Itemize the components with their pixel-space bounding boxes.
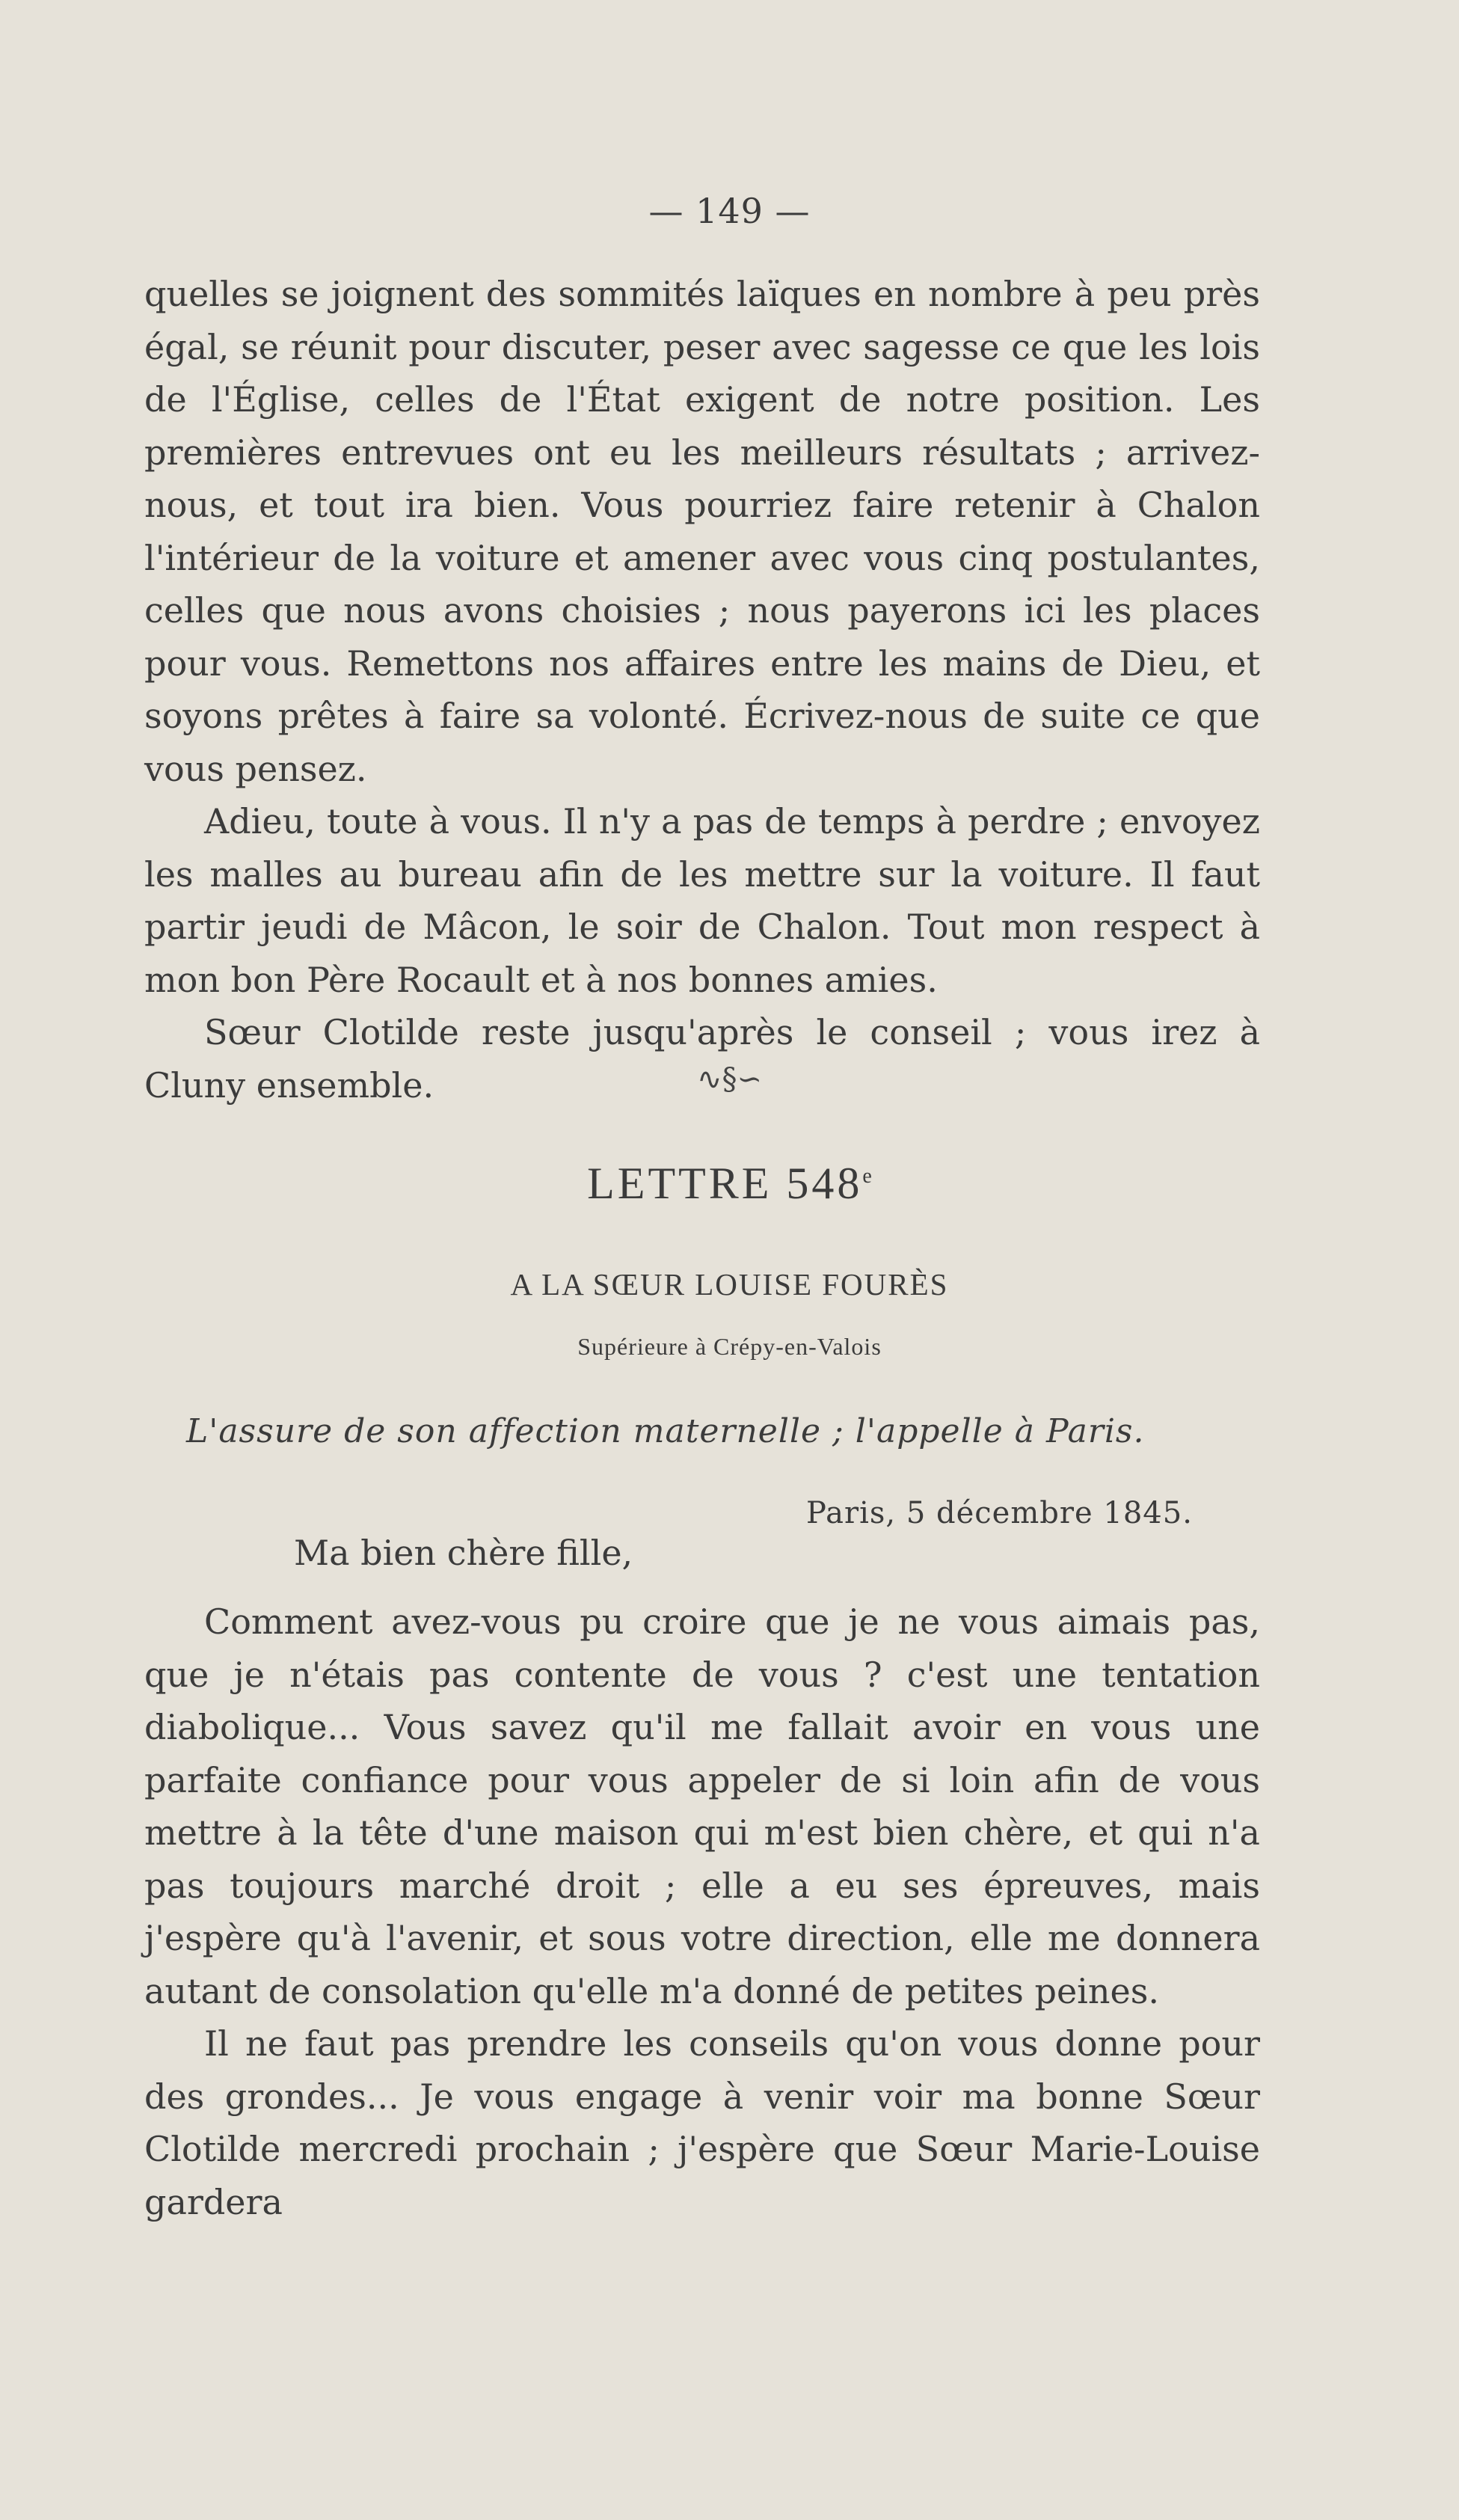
letter-salutation: Ma bien chère fille, xyxy=(294,1533,633,1573)
page-number: — 149 — xyxy=(648,191,811,231)
letter-summary: L'assure de son affection maternelle ; l'appelle à Paris. xyxy=(186,1412,1145,1450)
letter-body xyxy=(144,1595,1260,2228)
letter-recipient: A LA SŒUR LOUISE FOURÈS xyxy=(510,1267,949,1302)
letter-heading xyxy=(0,1158,1459,1210)
ornament-icon: ∿§∽ xyxy=(696,1062,763,1097)
paragraph: Adieu, toute à vous. Il n'y a pas de temps à perdre ; envoyez les malles au bureau afin de les mettre sur la voiture. Il faut partir jeudi de Mâcon, le soir de Chalon. Tout mon respect à mon bon Père Rocault et à nos bonnes amies. xyxy=(144,801,1260,1000)
paragraph: quelles se joignent des sommités laïques en nombre à peu près égal, se réunit pour discuter, peser avec sagesse ce que les lois de l'Église, celles de l'État exigent de notre position. Les premières entrevues ont eu les meilleurs résultats ; arrivez-nous, et tout ira bien. Vous pourriez faire retenir à Chalon l'intérieur de la voiture et amener avec vous cinq postulantes, celles que nous avons choisies ; nous payerons ici les places pour vous. Remettons nos affaires entre les mains de Dieu, et soyons prêtes à faire sa volonté. Écrivez-nous de suite ce que vous pensez. xyxy=(144,274,1260,789)
paragraph: Comment avez-vous pu croire que je ne vous aimais pas, que je n'étais pas contente de vous ? c'est une tentation diabolique... Vous savez qu'il me fallait avoir en vous une parfaite confiance pour vous appeler de si loin afin de vous mettre à la tête d'une maison qui m'est bien chère, et qui n'a pas toujours marché droit ; elle a eu ses épreuves, mais j'espère qu'à l'avenir, et sous votre direction, elle me donnera autant de consolation qu'elle m'a donné de petites peines. xyxy=(144,1601,1260,2011)
letter-heading-text: LETTRE 548 xyxy=(587,1159,863,1208)
paragraph: Sœur Clotilde reste jusqu'après le conseil ; vous irez à Cluny ensemble. xyxy=(144,1012,1260,1106)
letter-heading-suffix: e xyxy=(862,1165,872,1188)
continuation-text xyxy=(144,268,1260,1112)
paragraph: Il ne faut pas prendre les conseils qu'on vous donne pour des grondes... Je vous engage à venir voir ma bonne Sœur Clotilde mercredi prochain ; j'espère que Sœur Marie-Louise gardera xyxy=(144,2023,1260,2222)
recipient-subtitle: Supérieure à Crépy-en-Valois xyxy=(577,1333,882,1360)
letter-dateline: Paris, 5 décembre 1845. xyxy=(806,1496,1193,1530)
